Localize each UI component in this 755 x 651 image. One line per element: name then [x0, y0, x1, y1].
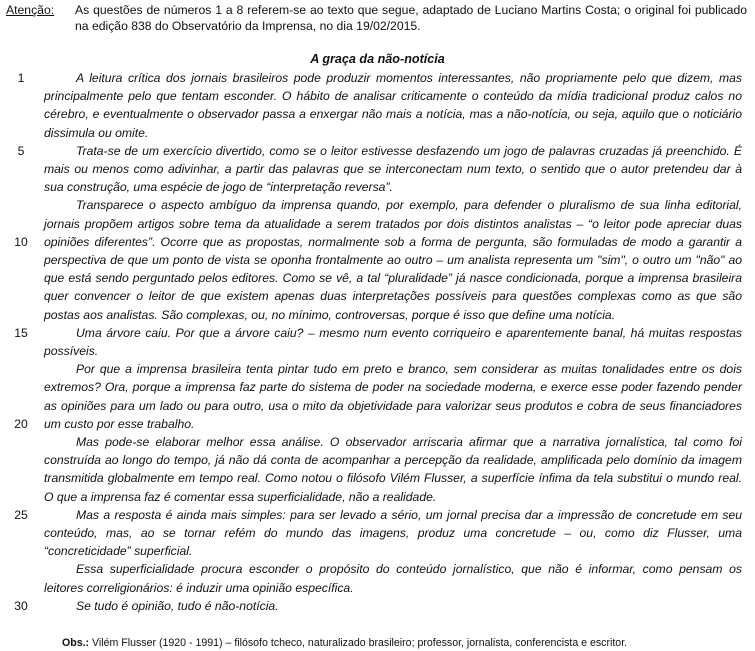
line-number: 25: [14, 507, 28, 522]
text-title: A graça da não-notícia: [310, 52, 445, 66]
attention-label: Atenção:: [6, 3, 55, 17]
footnote: [62, 636, 627, 650]
text-line: que está sendo perguntado pelos editores. Como se vê, a tal “pluralidade” já nasce condicionada, porque a imprensa brasileira: [44, 271, 742, 286]
text-line: Essa superficialidade procura esconder o propósito do conteúdo jornalístico, que não é informar, como pensam os: [76, 562, 742, 577]
text-line: as opiniões para um lado ou para outro, usa o mito da objetividade para valorizar seus produtos e cobra de seus financiadores: [44, 398, 742, 413]
text-line: Trata-se de um exercício divertido, como se o leitor estivesse desfazendo um jogo de palavras cruzadas já preenchido. É: [76, 143, 742, 158]
text-line: Uma árvore caiu. Por que a árvore caiu? – mesmo num evento corriqueiro e aparentemente banal, há muitas respostas: [76, 325, 742, 340]
text-line: postas aos analistas. São complexas, ou, no mínimo, controversas, porque é isso que define uma notícia.: [44, 307, 616, 322]
text-line: sua construção, uma espécie de jogo de “interpretação reversa”.: [44, 180, 393, 195]
text-line: A leitura crítica dos jornais brasileiros pode produzir momentos interessantes, não propriamente pelo que dizem, mas: [76, 71, 742, 85]
line-number: 30: [14, 598, 28, 613]
line-number: 15: [14, 325, 28, 340]
text-line: Por que a imprensa brasileira tenta pintar tudo em preto e branco, sem considerar as muitas tonalidades entre os dois: [76, 362, 742, 377]
footnote-text: Vilém Flusser (1920 - 1991) – filósofo tcheco, naturalizado brasileiro; professor, jornalista, conferencista e escritor.: [92, 637, 628, 649]
footnote-label: Obs.:: [62, 637, 90, 649]
text-line: dissimula ou omite.: [44, 125, 149, 140]
text-line: construída ao longo do tempo, já não dá conta de acompanhar a percepção da realidade, amplificada pelo domínio da imagem: [44, 453, 742, 468]
text-line: cérebro, e eventualmente o observador passa a enxergar não mais a notícia, mas a não-notícia, ou seja, aquilo que o noticiário: [44, 107, 742, 122]
line-number: 10: [14, 234, 28, 249]
text-line: conteúdo, mas, ao se tornar refém do mundo das imagens, produz uma concretude – ou, como diz Flusser, uma: [44, 526, 742, 540]
text-line: principalmente pelo que tentam esconder. O hábito de analisar criticamente o conteúdo da mídia tradicional produz calos no: [44, 89, 742, 104]
text-line: um custo por esse trabalho.: [44, 416, 195, 431]
text-line: O que a imprensa faz é comentar essa superficialidade, não a realidade.: [44, 489, 437, 504]
attention-text: As questões de números 1 a 8 referem-se ao texto que segue, adaptado de Luciano Martins Costa; o original foi publicado na edição 838 do Observatório da Imprensa, no dia 19/02/2015.: [75, 3, 747, 33]
text-line: possíveis.: [44, 344, 99, 358]
text-line: Se tudo é opinião, tudo é não-notícia.: [76, 598, 279, 613]
text-line: Transparece o aspecto ambíguo da imprensa quando, por exemplo, para defender o pluralismo de sua linha editorial,: [76, 198, 742, 213]
text-line: quer convencer o leitor de que existem apenas duas interpretações possíveis para questões complexas como as que são: [44, 289, 742, 304]
text-line: transmitida globalmente em tempo real. Como notou o filósofo Vilém Flusser, a superfície ínfima da tela substitui o mundo real.: [44, 471, 742, 486]
text-line: extremos? Ora, porque a imprensa faz parte do sistema de poder na sociedade moderna, e exerce esse poder fazendo pender: [44, 380, 742, 395]
text-line: perspectiva de que um ponto de vista se oponha frontalmente ao outro – um analista representa um "sim", o outro um "não" ao: [44, 253, 742, 267]
text-line: opiniões diferentes”. Ocorre que as propostas, normalmente sob a forma de pergunta, são formuladas de modo a garantir a: [44, 234, 742, 249]
text-line: Mas pode-se elaborar melhor essa análise. O observador arriscaria afirmar que a narrativa jornalística, tal como foi: [76, 435, 742, 449]
text-line: “concreticidade” superficial.: [44, 544, 193, 559]
line-number: 5: [17, 143, 25, 158]
text-line: Mas a resposta é ainda mais simples: para ser levado a sério, um jornal precisa dar a impressão de concretude em seu: [76, 507, 742, 522]
text-line: mais ou menos como adivinhar, a partir das palavras que se interconectam num texto, o sentido que o autor pretendeu dar à: [44, 162, 742, 176]
line-number: 20: [14, 416, 28, 431]
text-line: jornais propõem artigos sobre tema da atualidade a serem tratados por dois distintos analistas – “o leitor pode apreciar duas: [44, 216, 742, 231]
text-line: leitores correligionários: é induzir uma opinião específica.: [44, 580, 354, 595]
line-number: 1: [17, 71, 25, 85]
